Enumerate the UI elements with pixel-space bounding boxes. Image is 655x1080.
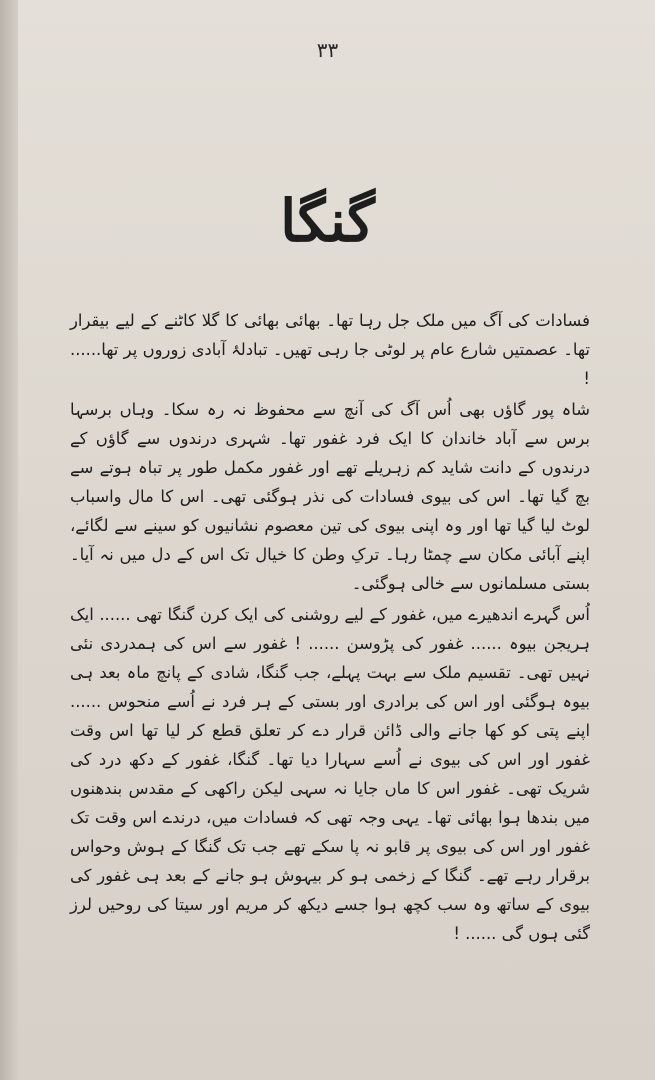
page-binding-shadow xyxy=(0,0,18,1080)
chapter-body xyxy=(70,306,590,948)
chapter-title: گنگا xyxy=(280,187,375,255)
paragraph-2: شاہ پور گاؤں بھی اُس آگ کی آنچ سے محفوظ نہ رہ سکا۔ وہاں برسہا برس سے آباد خاندان کا ایک فرد غفور تھا۔ شہری درندوں سے گاؤں کے درندوں کے دانت شاید کم زہریلے تھے اور غفور مکمل طور پر تباہ ہوتے سے بچ گیا تھا۔ اس کی بیوی فسادات کی نذر ہوگئی تھی۔ اس کا مال واسباب لوٹ لیا گیا تھا اور وہ اپنی بیوی کی تین معصوم نشانیوں کو سینے سے لگائے، اپنے آبائی مکان سے چمٹا رہا۔ ترکِ وطن کا خیال تک اس کے دل میں نہ آیا۔ بستی مسلمانوں سے خالی ہوگئی۔ xyxy=(70,400,590,593)
page-number: ۳۳ xyxy=(316,38,339,62)
paragraph-3: اُس گہرے اندھیرے میں، غفور کے لیے روشنی کی ایک کرن گنگا تھی ...... ایک ہریجن بیوہ ...... غفور کی پڑوسن ...... ! غفور سے اس کی ہمدردی نئی نہیں تھی۔ تقسیم ملک سے بہت پہلے، جب گنگا، شادی کے پانچ ماہ بعد ہی بیوہ ہوگئی اور اس کی برادری اور بستی کے ہر فرد نے اُسے منحوس ...... اپنے پتی کو کھا جانے والی ڈائن قرار دے کر تعلق قطع کر لیا تھا اس وقت غفور اور اس کی بیوی نے اُسے سہارا دیا تھا۔ گنگا، غفور کے دکھ درد کی شریک تھی۔ غفور اس کا ماں جایا نہ سہی لیکن راکھی کے مقدس بندھنوں میں بندھا ہوا بھائی تھا۔ یہی وجہ تھی کہ فسادات میں، درندے اس وقت تک غفور اور اس کی بیوی پر قابو نہ پا سکے تھے جب تک گنگا کے ہوش وحواس برقرار رہے تھے۔ گنگا کے زخمی ہو کر بیہوش ہو جانے کے بعد ہی غفور کی بیوی کے ساتھ وہ سب کچھ ہوا جسے دیکھ کر مریم اور سیتا کی روحیں لرز گئی ہوں گی ...... ! xyxy=(70,605,590,943)
paragraph-1: فسادات کی آگ میں ملک جل رہا تھا۔ بھائی بھائی کا گلا کاٹنے کے لیے بیقرار تھا۔ عصمتیں شارع عام پر لوٹی جا رہی تھیں۔ تبادلۂ آبادی زوروں پر تھا...... ! xyxy=(70,311,590,388)
